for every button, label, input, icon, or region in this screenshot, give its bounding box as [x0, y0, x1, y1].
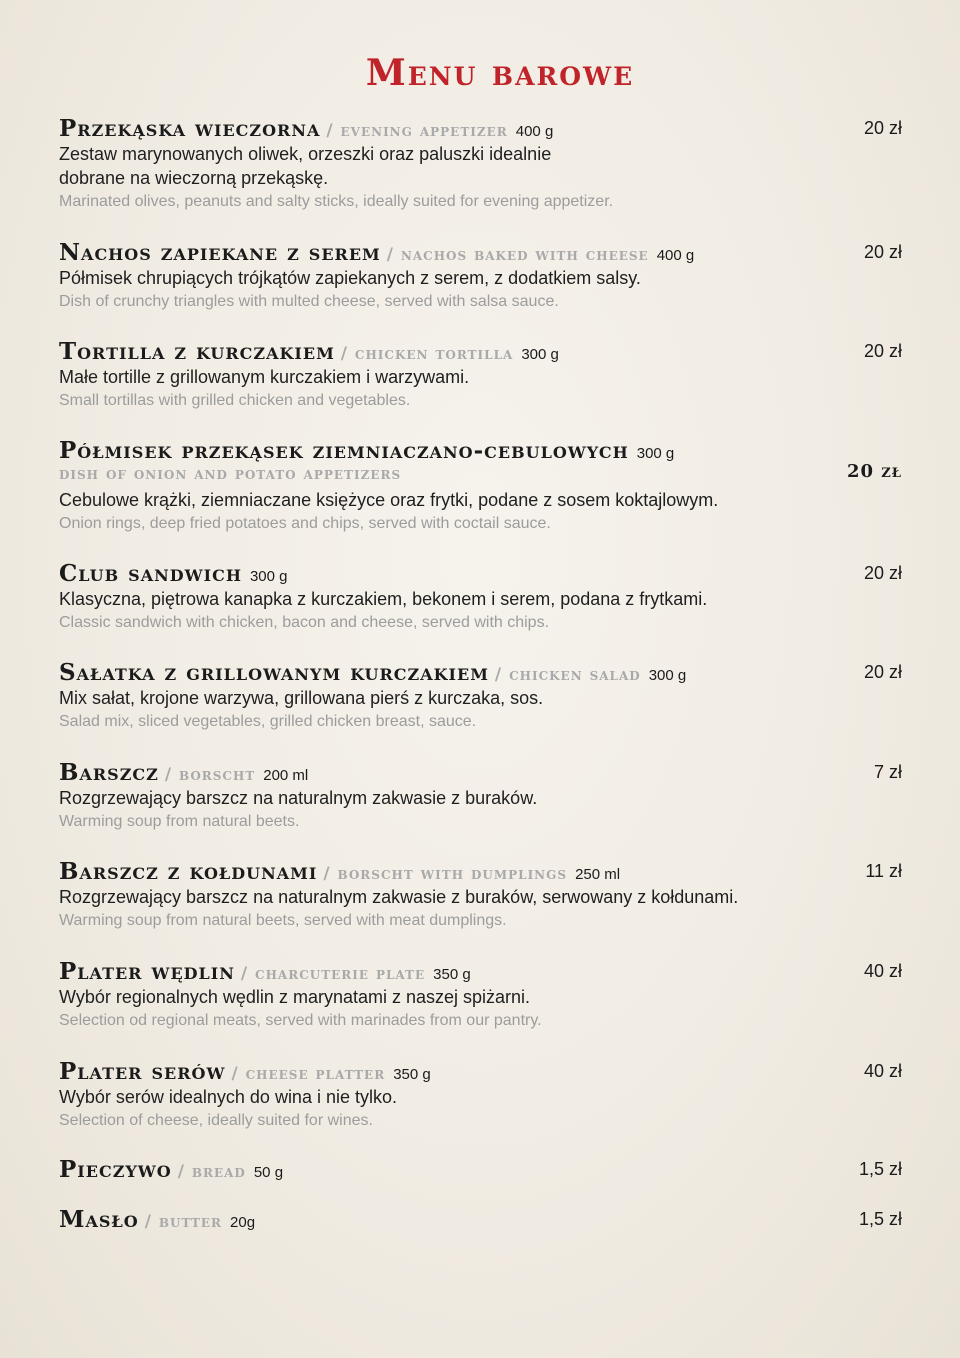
item-price: 7 zł — [873, 762, 902, 782]
item-weight: 20g — [230, 1214, 256, 1231]
item-price: 11 zł — [865, 861, 902, 881]
item-name: Sałatka z grillowanym kurczakiem — [59, 659, 489, 686]
item-name: Club sandwich — [59, 560, 242, 587]
menu-item — [59, 239, 902, 314]
item-weight: 50 g — [253, 1164, 284, 1181]
item-english-name: bread — [191, 1162, 246, 1182]
item-description-pl: Mix sałat, krojone warzywa, grillowana pierś z kurczaka, sos. — [59, 688, 544, 708]
item-description-pl: Cebulowe krążki, ziemniaczane księżyce oraz frytki, podane z sosem koktajlowym. — [59, 490, 719, 510]
item-english-name: dish of onion and potato appetizers — [59, 464, 402, 484]
item-name: Barszcz z kołdunami — [59, 858, 318, 885]
menu-item — [59, 659, 902, 734]
item-weight: 200 ml — [263, 767, 309, 784]
item-name: Plater serów — [59, 1058, 226, 1085]
item-price: 20 zł — [863, 662, 902, 682]
item-name: Tortilla z kurczakiem — [59, 338, 335, 365]
item-separator: / — [326, 121, 341, 141]
item-separator: / — [386, 245, 401, 265]
item-english-name: nachos baked with cheese — [400, 245, 649, 265]
item-description-en: Dish of crunchy triangles with multed cheese, served with salsa sauce. — [59, 293, 559, 310]
item-description-pl: dobrane na wieczorną przekąskę. — [59, 168, 329, 188]
menu-item — [59, 858, 902, 933]
item-description-pl: Wybór serów idealnych do wina i nie tylko. — [59, 1087, 397, 1107]
menu-item — [59, 560, 902, 635]
item-description-pl: Rozgrzewający barszcz na naturalnym zakwasie z buraków, serwowany z kołdunami. — [59, 887, 739, 907]
item-weight: 400 g — [515, 123, 554, 140]
item-separator: / — [177, 1162, 192, 1182]
item-weight: 350 g — [393, 1066, 431, 1083]
menu-item — [59, 115, 902, 214]
item-description-en: Classic sandwich with chicken, bacon and cheese, served with chips. — [59, 614, 550, 631]
item-weight: 350 g — [433, 966, 471, 983]
item-name: Nachos zapiekane z serem — [59, 239, 381, 266]
item-price: 20 zł — [863, 118, 902, 138]
item-description-pl: Zestaw marynowanych oliwek, orzeszki oraz paluszki idealnie — [59, 144, 552, 164]
item-name: Półmisek przekąsek ziemniaczano-cebulowych — [59, 437, 629, 464]
item-english-name: cheese platter — [245, 1064, 386, 1084]
item-english-name: borscht — [178, 765, 256, 785]
page-title: Menu barowe — [365, 52, 635, 94]
item-separator: / — [240, 964, 256, 984]
item-price: 20 zł — [863, 341, 902, 361]
menu-item — [59, 1156, 902, 1183]
menu-item — [59, 1058, 902, 1133]
item-separator: / — [144, 1212, 159, 1232]
item-description-en: Marinated olives, peanuts and salty sticks, ideally suited for evening appetizer. — [59, 193, 614, 210]
item-name: Masło — [59, 1206, 139, 1233]
item-description-pl: Półmisek chrupiących trójkątów zapiekanych z serem, z dodatkiem salsy. — [59, 268, 641, 288]
item-weight: 300 g — [636, 445, 675, 462]
item-price: 20 zł — [863, 242, 902, 262]
item-name: Pieczywo — [59, 1156, 172, 1183]
item-description-en: Selection of cheese, ideally suited for wines. — [59, 1112, 373, 1129]
item-weight: 250 ml — [575, 866, 621, 883]
item-description-pl: Wybór regionalnych wędlin z marynatami z naszej spiżarni. — [59, 987, 531, 1007]
item-english-name: butter — [158, 1212, 223, 1232]
menu-item — [59, 1206, 902, 1233]
item-description-en: Warming soup from natural beets, served with meat dumplings. — [59, 912, 507, 929]
item-price: 20 zł — [863, 563, 902, 583]
item-separator: / — [340, 344, 355, 364]
item-description-pl: Klasyczna, piętrowa kanapka z kurczakiem, bekonem i serem, podana z frytkami. — [59, 589, 708, 609]
item-english-name: charcuterie plate — [255, 964, 426, 984]
item-separator: / — [323, 864, 338, 884]
item-price: 40 zł — [863, 1061, 902, 1081]
item-name: Plater wędlin — [59, 958, 235, 985]
item-english-name: evening appetizer — [340, 121, 508, 141]
item-price: 1,5 zł — [858, 1159, 902, 1179]
item-description-en: Warming soup from natural beets. — [59, 813, 300, 830]
item-english-name: chicken salad — [509, 665, 641, 685]
item-english-name: borscht with dumplings — [337, 864, 568, 884]
menu-item — [59, 759, 902, 834]
item-weight: 400 g — [656, 247, 695, 264]
item-description-pl: Małe tortille z grillowanym kurczakiem i warzywami. — [59, 367, 470, 387]
menu-item — [59, 958, 902, 1033]
item-price: 20 zł — [846, 461, 902, 482]
item-price: 1,5 zł — [858, 1209, 902, 1229]
item-separator: / — [231, 1064, 246, 1084]
item-separator: / — [494, 665, 510, 685]
item-description-en: Small tortillas with grilled chicken and vegetables. — [59, 392, 411, 409]
item-description-en: Salad mix, sliced vegetables, grilled chicken breast, sauce. — [59, 713, 477, 730]
item-description-en: Selection od regional meats, served with marinades from our pantry. — [59, 1012, 542, 1029]
item-weight: 300 g — [648, 667, 687, 684]
item-description-en: Onion rings, deep fried potatoes and chips, served with coctail sauce. — [59, 515, 551, 532]
item-separator: / — [164, 765, 179, 785]
menu-item — [59, 338, 902, 413]
item-name: Barszcz — [59, 759, 159, 786]
item-weight: 300 g — [249, 568, 288, 585]
item-price: 40 zł — [863, 961, 902, 981]
item-name: Przekąska wieczorna — [59, 115, 321, 142]
item-weight: 300 g — [521, 346, 559, 363]
item-description-pl: Rozgrzewający barszcz na naturalnym zakwasie z buraków. — [59, 788, 538, 808]
menu-item — [59, 437, 902, 536]
item-english-name: chicken tortilla — [354, 344, 514, 364]
